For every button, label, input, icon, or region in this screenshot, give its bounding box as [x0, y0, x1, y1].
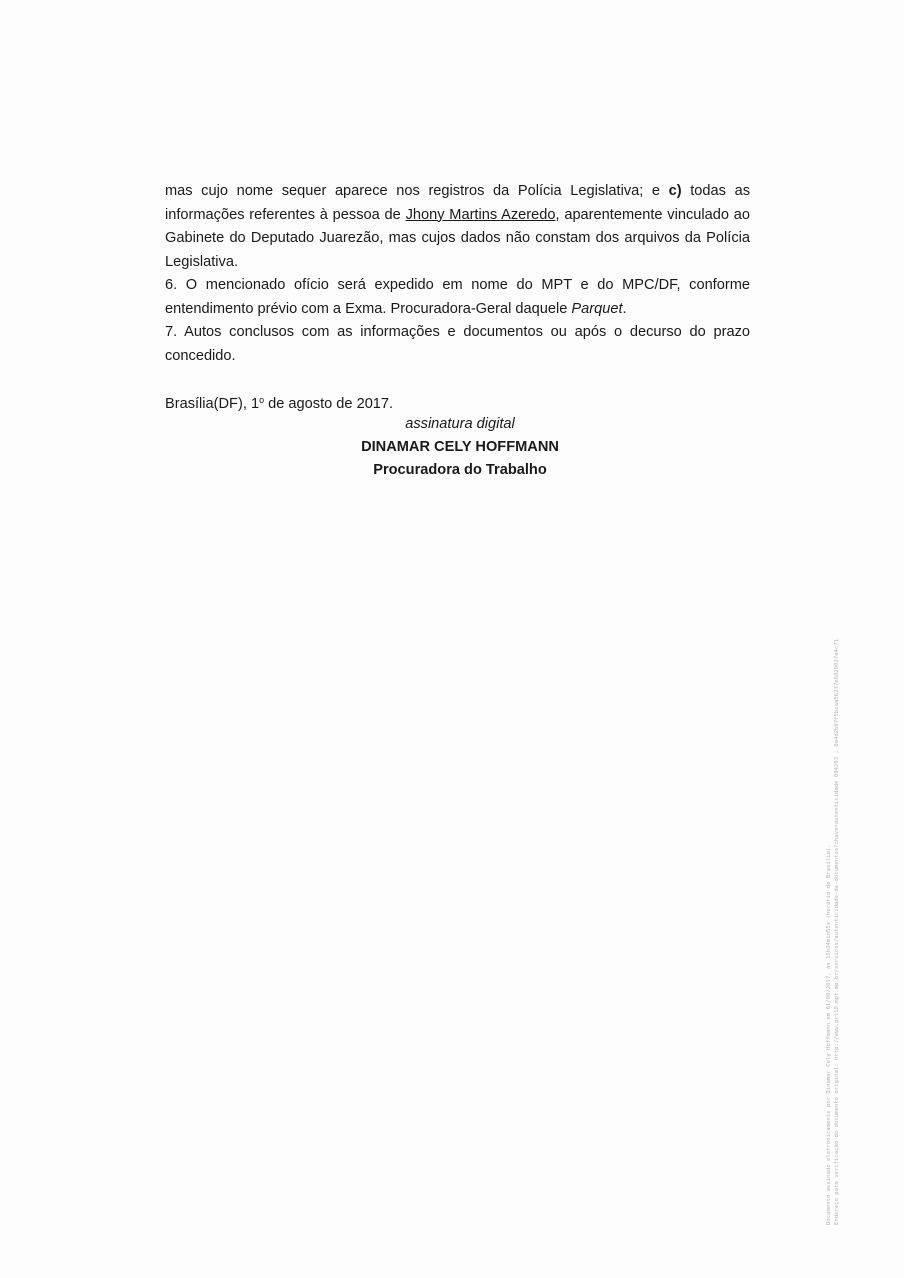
authentication-watermark — [826, 365, 841, 1225]
date-line — [165, 389, 393, 416]
paragraph-text: . — [622, 300, 627, 317]
paragraph-text: todas as informações referentes à pessoa de — [165, 183, 750, 223]
watermark-line: Documento assinado eletronicamente por Dinamar Cely Hoffmann em 01/08/2017, às 15h34min55s (horário de Brasília). — [826, 844, 832, 1225]
document-body — [165, 180, 750, 368]
paragraph-7: 7. Autos conclusos com as informações e documentos ou após o decurso do prazo concedido. — [165, 324, 750, 364]
item-marker: c) — [668, 183, 682, 199]
paragraph-text: mas cujo nome sequer aparece nos registros da Polícia Legislativa; e — [165, 183, 669, 199]
paragraph-text: 6. O mencionado ofício será expedido em nome do MPT e do MPC/DF, conforme entendimento prévio com a Exma. Procuradora-Geral daquele — [165, 277, 750, 317]
paragraph-items — [165, 180, 750, 274]
date-text: de agosto de 2017. — [264, 396, 394, 412]
signer-name: DINAMAR CELY HOFFMANN — [361, 439, 559, 455]
signer-role: Procuradora do Trabalho — [373, 462, 547, 478]
italic-term: Parquet — [571, 300, 623, 317]
watermark-line: Endereço para verificação do documento original: http://www.prt10.mpt.mp.br/servicos/autenticidade-de-documentos?chave=autenticidade 004283 ; 0a4d2b07f5bcaa56237e6820027a4c71 — [833, 639, 840, 1225]
signature-block — [300, 413, 620, 482]
person-name: Jhony Martins Azeredo — [405, 206, 556, 223]
paragraph-6 — [165, 274, 750, 321]
ordinal-indicator: o — [259, 395, 265, 405]
signature-note: assinatura digital — [405, 416, 515, 432]
date-text: Brasília(DF), 1 — [165, 396, 260, 412]
paragraph-text: , aparentemente vinculado ao Gabinete do Deputado Juarezão, mas cujos dados não constam dos arquivos da Polícia Legislativa. — [165, 206, 750, 270]
